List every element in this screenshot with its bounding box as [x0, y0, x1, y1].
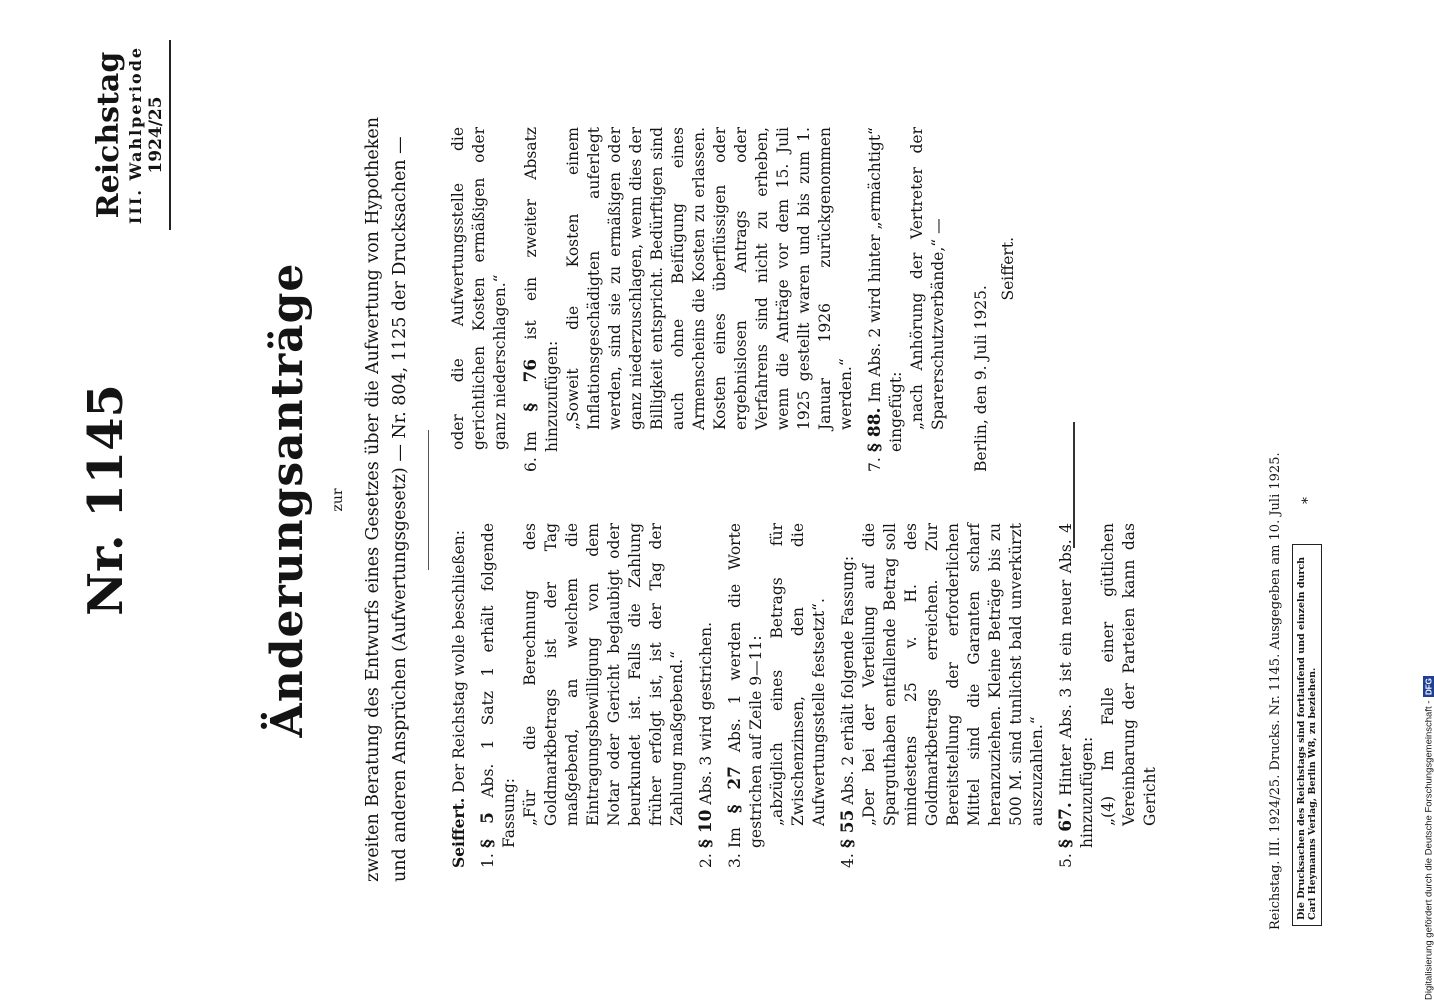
footer-line: Reichstag. III. 1924/25. Drucks. Nr. 1145. Ausgegeben am 10. Juli 1925.	[1268, 452, 1283, 930]
column-left	[448, 523, 1169, 868]
item-quote: „nach Anhörung der Vertreter der Sparerschutzverbände,“ —	[908, 127, 947, 430]
item-text: Hinter Abs. 3 ist ein neuer Abs. 4 hinzuzufügen:	[1057, 523, 1096, 848]
item-number: 5.	[1057, 853, 1075, 868]
list-item	[696, 523, 717, 868]
credit-text: Digitalisierung gefördert durch die Deutsche Forschungsgemeinschaft -	[1423, 700, 1434, 1000]
item-number: 2.	[697, 853, 715, 868]
volume-period: 1924/25	[146, 40, 171, 230]
list-item	[521, 127, 857, 472]
item-quote: „Der bei der Verteilung auf die Sparguthaben entfallende Betrag soll mindestens 25 v. H. des Goldmarkbetrags erreichen. Zur Bereitstellung der erforderlichen Mittel sind die Garanten scharf heranzuziehen. Kleine Beträge bis zu 500 M. sind tunlichst bald unverkürzt auszuzahlen.“	[860, 523, 1046, 826]
document-number: Nr. 1145	[78, 384, 134, 616]
item-text: Im Abs. 2 wird hinter „ermächtigt“ eingefügt:	[866, 127, 905, 452]
column-right	[448, 127, 1019, 472]
volume-header	[92, 40, 171, 230]
intro-text: Der Reichstag wolle beschließen:	[450, 529, 468, 793]
list-item	[865, 127, 949, 472]
paragraph-ref: § 5	[478, 811, 498, 848]
paragraph-ref: § 88.	[865, 407, 885, 452]
list-item	[478, 523, 688, 868]
paragraph-ref: § 10	[696, 809, 716, 848]
dfg-logo: DFG	[1424, 677, 1434, 695]
asterisk-mark: *	[1300, 497, 1316, 504]
subject-text: zweiten Beratung des Entwurfs eines Gesetzes über die Aufwertung von Hypotheken und anderen Ansprüchen (Aufwertungsgesetz) — Nr. 804, 1125 der Drucksachen —	[363, 117, 410, 882]
paragraph-ref: § 76	[521, 358, 541, 412]
item-number: 7.	[866, 457, 884, 472]
short-rule	[428, 430, 429, 570]
item-number: 4.	[839, 853, 857, 868]
continued-quote: oder die Aufwertungsstelle die gerichtlichen Kosten ermäßigen oder ganz niederschlagen.“	[449, 127, 509, 450]
item-number: 1.	[479, 853, 497, 868]
item-quote: „(4) Im Falle einer gütlichen Vereinbarung der Parteien kann das Gericht	[1099, 523, 1159, 826]
end-rule	[1073, 422, 1075, 548]
item-quote: „Für die Berechnung des Goldmarkbetrags ist der Tag maßgebend, an welchem die Eintragungsbewilligung von dem Notar oder Gericht beglaubigt oder beurkundet ist. Falls die Zahlung früher erfolgt ist, ist der Tag der Zahlung maßgebend.“	[521, 523, 686, 826]
item-number: 3.	[726, 853, 744, 868]
intro-line	[448, 523, 470, 868]
item-text: ist ein zweiter Absatz hinzuzufügen:	[522, 127, 561, 452]
item-number: 6.	[522, 457, 540, 472]
document-heading: Änderungsanträge	[262, 262, 313, 738]
item-quote: „Soweit die Kosten einem Inflationsgeschädigten auferlegt werden, sind sie zu ermäßigen oder ganz niederzuschlagen, wenn dies der Billigkeit entspricht. Bedürftigen sind auch ohne Beifügung eines Armenscheins die Kosten zu erlassen. Kosten eines überflüssigen oder ergebnislosen Antrags oder Verfahrens sind nicht zu erheben, wenn die Anträge vor dem 15. Juli 1925 gestellt waren und bis zum 1. Januar 1926 zurückgenommen werden.“	[564, 127, 855, 430]
paragraph-ref: § 27	[725, 765, 745, 814]
zur-label: zur	[330, 488, 346, 512]
date-line: Berlin, den 9. Juli 1925.	[972, 285, 990, 472]
digitization-credit	[1420, 0, 1434, 1000]
item-text: Abs. 2 erhält folgende Fassung:	[839, 555, 857, 805]
publisher-box: Die Drucksachen des Reichstags sind fortlaufend und einzeln durch Carl Heymanns Verlag, Berlin W8, zu beziehen.	[1292, 544, 1322, 926]
proposer-name: Seiffert.	[449, 797, 468, 868]
list-item	[725, 523, 830, 868]
paragraph-ref: § 67.	[1056, 802, 1076, 848]
volume-title: Reichstag	[91, 51, 126, 219]
list-item	[1056, 523, 1161, 868]
item-quote: „abzüglich eines Betrags für Zwischenzinsen, den die Aufwertungsstelle festsetzt“.	[768, 523, 828, 826]
item-text: Abs. 1 Satz 1 erhält folgende Fassung:	[479, 523, 518, 848]
volume-line: III. Wahlperiode	[126, 45, 145, 225]
item-lead: Im	[522, 431, 540, 452]
item-text: Abs. 3 wird gestrichen.	[697, 622, 715, 805]
item-text: Abs. 1 werden die Worte gestrichen auf Zeile 9—11:	[726, 523, 765, 848]
paragraph-ref: § 55	[838, 809, 858, 848]
item-lead: Im	[726, 827, 744, 848]
signature: Seiffert.	[999, 237, 1017, 301]
list-item	[838, 523, 1048, 868]
